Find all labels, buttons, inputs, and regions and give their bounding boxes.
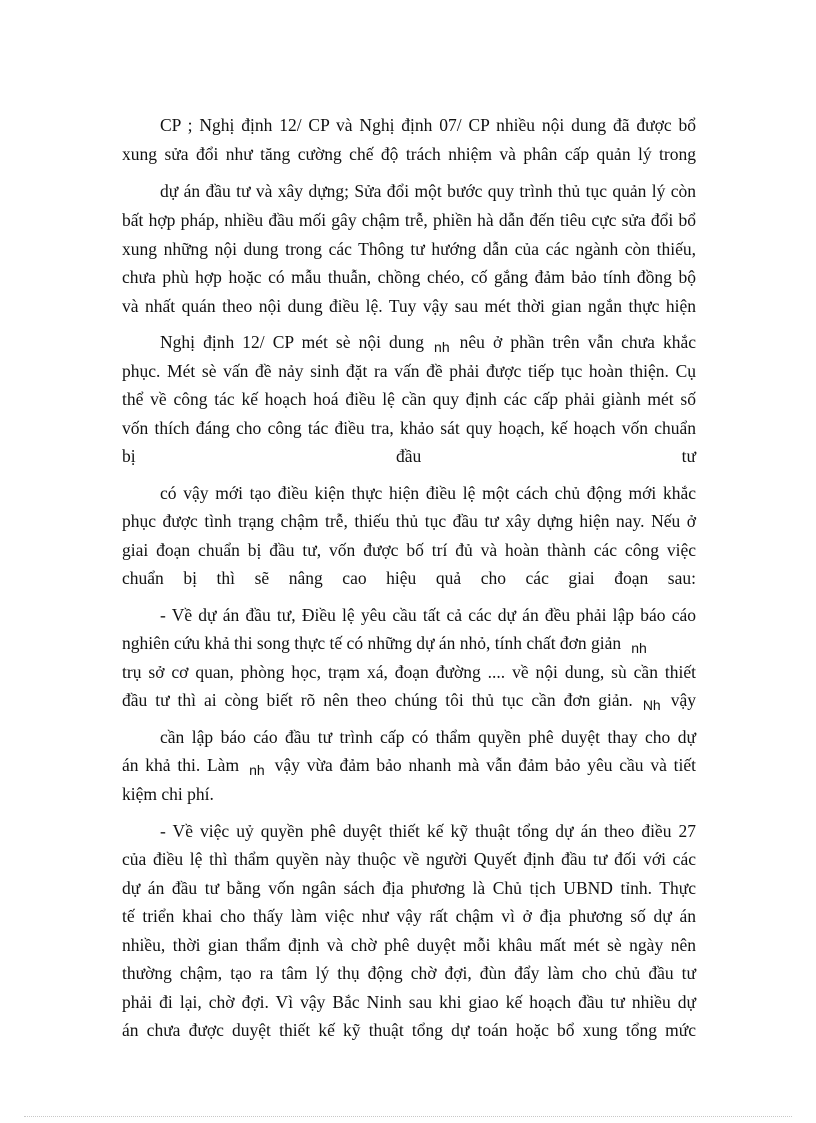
text-word: bị xyxy=(122,446,136,466)
text-line: vốn thích đáng cho công tác điều tra, khảo sát quy hoạch, kế hoạch vốn chuẩn xyxy=(122,418,696,438)
text-line: giai đoạn chuẩn bị đầu tư, vốn được bố trí đủ và hoàn thành các công việc xyxy=(122,540,696,560)
text-line: của điều lệ thì thẩm quyền này thuộc về người Quyết định đầu tư đối với các xyxy=(122,849,696,869)
text-line: trụ sở cơ quan, phòng học, trạm xá, đoạn đường .... về nội dung, sù cần thiết xyxy=(122,662,696,682)
text-word: đầu xyxy=(395,446,422,466)
page-bottom-dotted-rule xyxy=(24,1116,792,1117)
text-segment: nghiên cứu khả thi song thực tế có những dự án nhỏ, tính chất đơn giản xyxy=(122,633,622,653)
text-segment: đầu tư thì ai còng biết rõ nên theo chúng tôi thủ tục cần đơn giản. xyxy=(122,690,633,710)
text-line xyxy=(160,331,696,358)
text-line: bất hợp pháp, nhiều đầu mối gây chậm trễ, phiền hà dẫn đến tiêu cực sửa đổi bổ xyxy=(122,210,696,230)
text-line: chuẩn bị thì sẽ nâng cao hiệu quả cho các giai đoạn sau: xyxy=(122,568,696,588)
text-line: cần lập báo cáo đầu tư trình cấp có thẩm quyền phê duyệt thay cho dự xyxy=(160,727,696,747)
text-line: phục được tình trạng chậm trễ, thiếu thủ tục đầu tư xây dựng hiện nay. Nếu ở xyxy=(122,511,696,531)
text-segment: vậy vừa đảm bảo nhanh mà vẫn đảm bảo yêu cầu và tiết xyxy=(274,755,697,775)
text-line: - Về dự án đầu tư, Điều lệ yêu cầu tất cả các dự án đều phải lập báo cáo xyxy=(160,605,696,625)
text-line xyxy=(122,632,696,659)
text-line: thường chậm, tạo ra tâm lý thụ động chờ đợi, đùn đẩy làm cho chủ đầu tư xyxy=(122,963,696,983)
text-line: dự án đầu tư và xây dựng; Sửa đổi một bước quy trình thủ tục quản lý còn xyxy=(160,181,696,201)
text-segment: nêu ở phần trên vẫn chưa khắc xyxy=(459,332,696,352)
text-line: CP ; Nghị định 12/ CP và Nghị định 07/ CP nhiều nội dung đã được bổ xyxy=(160,115,696,135)
text-line-spread xyxy=(122,445,696,467)
text-line: án chưa được duyệt thiết kế kỹ thuật tổng dự toán hoặc bổ xung tổng mức xyxy=(122,1020,696,1040)
small-text-fragment: Nh xyxy=(642,697,661,713)
text-line: dự án đầu tư bằng vốn ngân sách địa phương là Chủ tịch UBND tỉnh. Thực xyxy=(122,878,696,898)
small-text-fragment: nh xyxy=(631,640,647,656)
text-line: kiệm chi phí. xyxy=(122,784,214,804)
text-line: - Về việc uỷ quyền phê duyệt thiết kế kỹ thuật tổng dự án theo điều 27 xyxy=(160,821,696,841)
text-line xyxy=(122,689,696,716)
small-text-fragment: nh xyxy=(434,339,450,355)
text-line: xung những nội dung trong các Thông tư hướng dẫn của các ngành còn thiếu, xyxy=(122,239,696,259)
text-line xyxy=(122,754,696,781)
text-line: phục. Mét sè vấn đề nảy sinh đặt ra vấn đề phải được tiếp tục hoàn thiện. Cụ xyxy=(122,361,696,381)
text-segment: vậy xyxy=(670,690,696,710)
text-line: phải đi lại, chờ đợi. Vì vậy Bắc Ninh sau khi giao kế hoạch đầu tư nhiều dự xyxy=(122,992,696,1012)
text-segment: án khả thi. Làm xyxy=(122,755,240,775)
text-word: tư xyxy=(681,446,696,466)
text-line: chưa phù hợp hoặc có mẫu thuẫn, chồng chéo, cố gắng đảm bảo tính đồng bộ xyxy=(122,267,696,287)
text-line: tế triển khai cho thấy làm việc như vậy rất chậm vì ở địa phương số dự án xyxy=(122,906,696,926)
text-segment: Nghị định 12/ CP mét sè nội dung xyxy=(160,332,425,352)
text-line: có vậy mới tạo điều kiện thực hiện điều lệ một cách chủ động mới khắc xyxy=(160,483,696,503)
text-line: nhiều, thời gian thẩm định và chờ phê duyệt mỗi khâu mất mét sè ngày nên xyxy=(122,935,696,955)
text-line: và nhất quán theo nội dung điều lệ. Tuy vậy sau mét thời gian ngắn thực hiện xyxy=(122,296,696,316)
text-line: thể về công tác kế hoạch hoá điều lệ cần quy định các cấp phải giành mét số xyxy=(122,389,696,409)
text-line: xung sửa đổi như tăng cường chế độ trách nhiệm và phân cấp quản lý trong xyxy=(122,144,696,164)
small-text-fragment: nh xyxy=(249,762,265,778)
